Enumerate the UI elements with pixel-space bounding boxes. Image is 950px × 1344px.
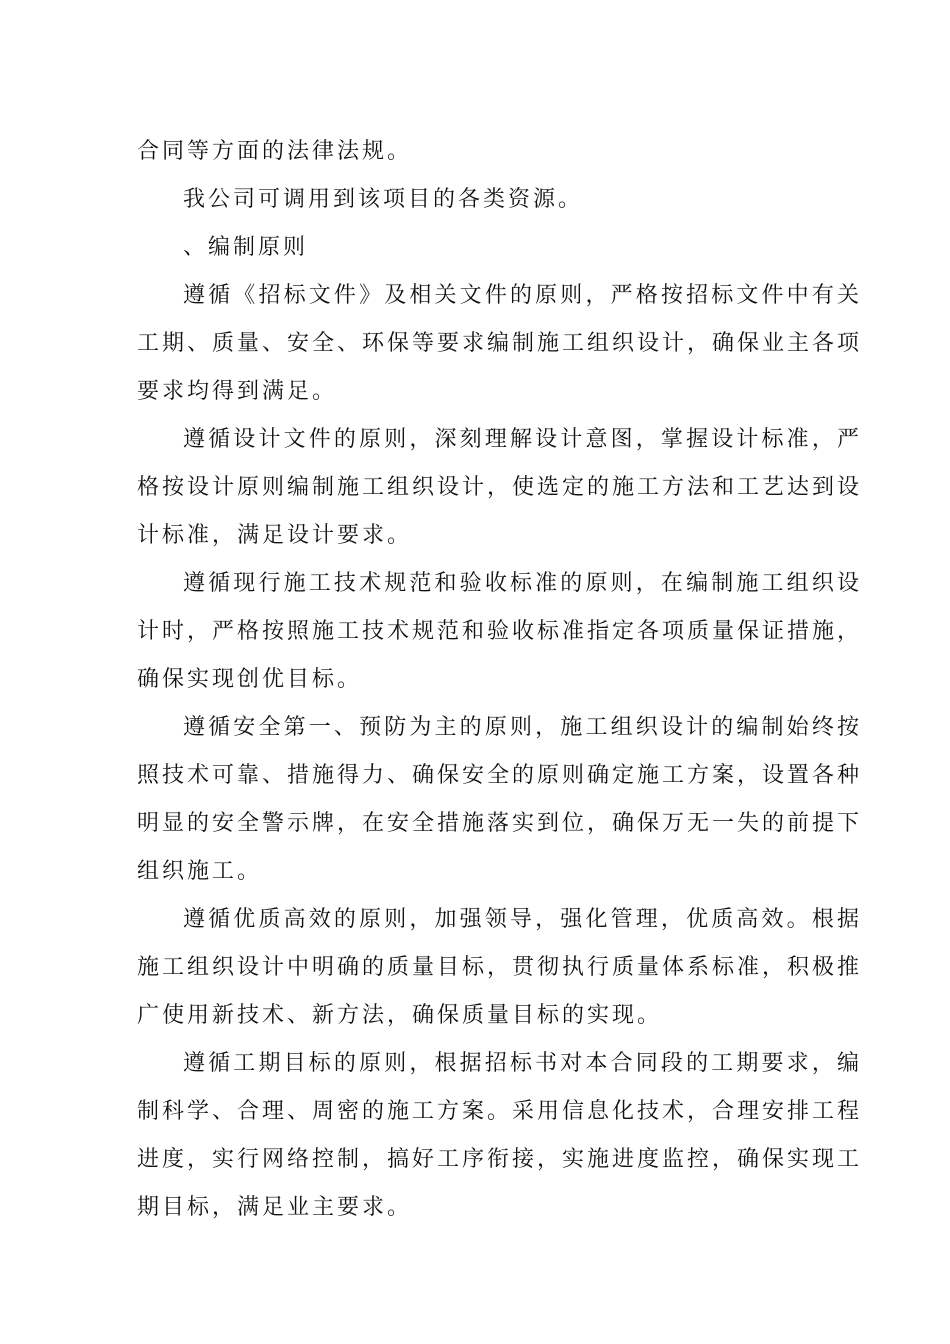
paragraph-schedule-principle: 遵循工期目标的原则，根据招标书对本合同段的工期要求，编制科学、合理、周密的施工方案。采用信息化技术，合理安排工程进度，实行网络控制，搞好工序衔接，实施进度监控，确保实现工期目标，满足业主要求。 xyxy=(137,1051,863,1220)
paragraph-standards-principle: 遵循现行施工技术规范和验收标准的原则，在编制施工组织设计时，严格按照施工技术规范和验收标准指定各项质量保证措施，确保实现创优目标。 xyxy=(137,571,863,692)
paragraph-design-principle: 遵循设计文件的原则，深刻理解设计意图，掌握设计标准，严格按设计原则编制施工组织设计，使选定的施工方法和工艺达到设计标准，满足设计要求。 xyxy=(137,427,863,548)
document-body xyxy=(137,128,862,1232)
section-heading-principles: 、编制原则 xyxy=(183,235,309,260)
paragraph-safety-principle: 遵循安全第一、预防为主的原则，施工组织设计的编制始终按照技术可靠、措施得力、确保安全的原则确定施工方案，设置各种明显的安全警示牌，在安全措施落实到位，确保万无一失的前提下组织施工。 xyxy=(137,715,863,884)
paragraph-tender-principle: 遵循《招标文件》及相关文件的原则，严格按招标文件中有关工期、质量、安全、环保等要求编制施工组织设计，确保业主各项要求均得到满足。 xyxy=(137,283,863,404)
paragraph-resources: 我公司可调用到该项目的各类资源。 xyxy=(183,187,584,212)
paragraph-laws: 合同等方面的法律法规。 xyxy=(137,139,413,164)
paragraph-quality-principle: 遵循优质高效的原则，加强领导，强化管理，优质高效。根据施工组织设计中明确的质量目标，贯彻执行质量体系标准，积极推广使用新技术、新方法，确保质量目标的实现。 xyxy=(137,907,863,1028)
